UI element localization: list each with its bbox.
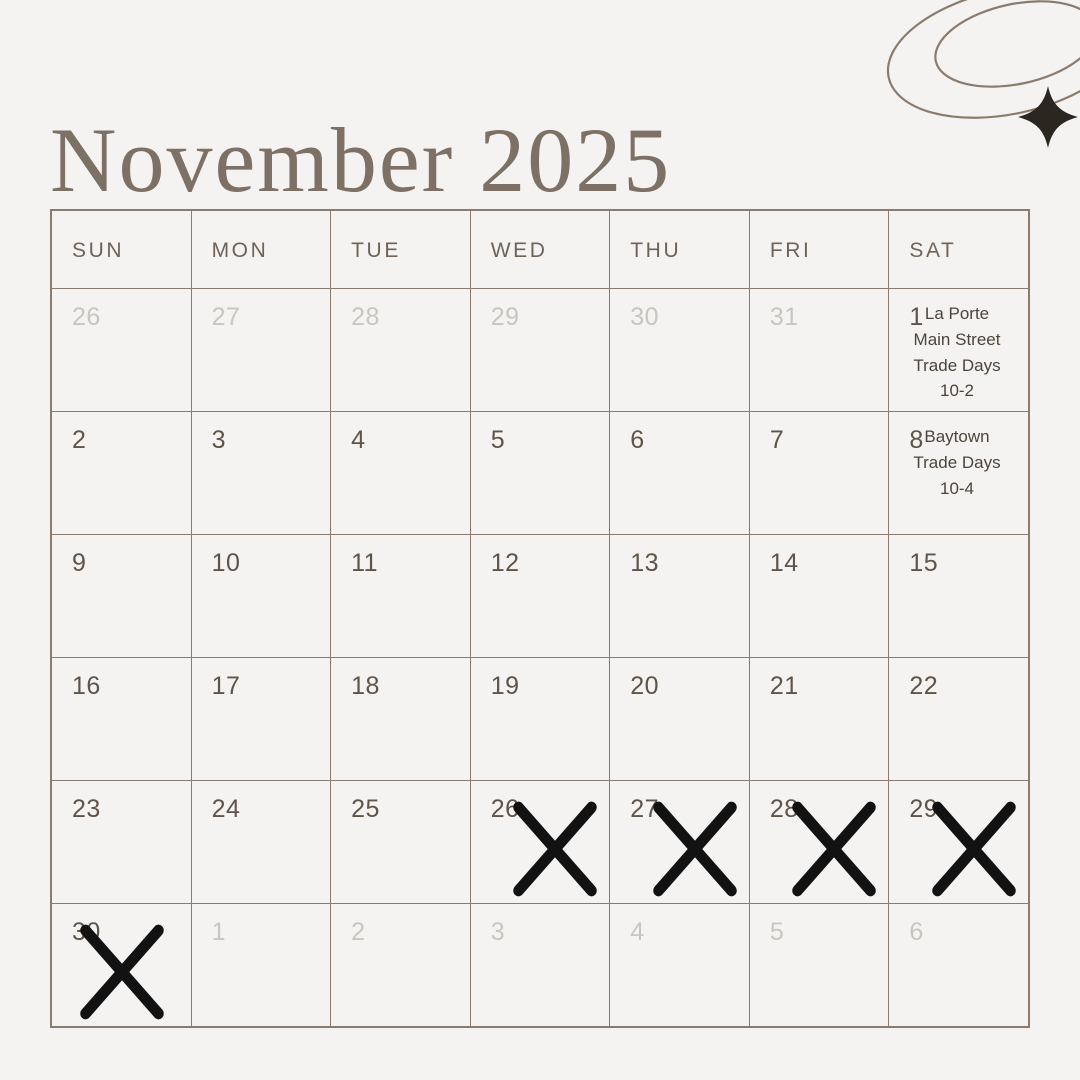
event-line: Baytown [924, 427, 990, 446]
day-number: 1 [211, 918, 226, 946]
day-number: 30 [630, 303, 660, 331]
decorative-swirl-ornament [780, 0, 1080, 190]
calendar-day-cell[interactable] [889, 658, 1029, 781]
event-line: 10-4 [939, 478, 975, 498]
calendar-day-cell[interactable] [610, 658, 750, 781]
calendar-day-cell[interactable] [889, 781, 1029, 904]
calendar-day-cell[interactable] [470, 412, 610, 535]
day-number: 29 [490, 303, 520, 331]
day-number: 12 [490, 549, 520, 577]
calendar-weekday-header-row [52, 211, 1029, 289]
day-number: 22 [909, 672, 939, 700]
day-number: 26 [72, 303, 101, 331]
day-number: 28 [351, 303, 380, 331]
calendar-day-cell[interactable] [191, 658, 331, 781]
day-number: 16 [72, 672, 101, 700]
calendar-day-cell[interactable] [52, 781, 192, 904]
calendar-day-cell[interactable] [889, 289, 1029, 412]
calendar-day-cell[interactable] [610, 904, 750, 1027]
day-event-note [898, 424, 1016, 501]
x-mark-icon [926, 797, 1022, 901]
day-number: 10 [211, 549, 241, 577]
calendar-day-cell[interactable] [191, 535, 331, 658]
day-number: 3 [211, 426, 226, 454]
day-number: 25 [351, 795, 380, 823]
calendar-day-cell[interactable] [749, 412, 889, 535]
calendar-day-cell[interactable] [191, 781, 331, 904]
calendar-day-cell[interactable] [889, 904, 1029, 1027]
day-number: 14 [769, 549, 799, 577]
day-number: 13 [630, 549, 660, 577]
day-number: 21 [769, 672, 799, 700]
day-number: 23 [72, 795, 101, 823]
day-number: 18 [351, 672, 380, 700]
event-line: La Porte [924, 304, 990, 323]
calendar-day-cell[interactable] [889, 412, 1029, 535]
weekday-header-thu: THU [610, 211, 750, 289]
event-line: Trade Days [913, 452, 1001, 472]
calendar-day-cell[interactable] [470, 535, 610, 658]
calendar-day-cell[interactable] [331, 658, 471, 781]
day-number: 5 [490, 426, 506, 454]
day-number: 8 [909, 426, 924, 454]
day-number: 11 [351, 549, 379, 577]
day-number: 29 [909, 795, 939, 823]
calendar-day-cell[interactable] [331, 289, 471, 412]
calendar-week-row [52, 289, 1029, 412]
calendar-day-cell[interactable] [749, 289, 889, 412]
day-number: 4 [351, 426, 366, 454]
calendar-week-row [52, 535, 1029, 658]
day-number: 31 [769, 303, 799, 331]
day-number: 27 [211, 303, 241, 331]
calendar-day-cell[interactable] [331, 781, 471, 904]
calendar-day-cell[interactable] [889, 535, 1029, 658]
event-line: Trade Days [913, 355, 1001, 375]
calendar-day-cell[interactable] [749, 904, 889, 1027]
weekday-header-sat: SAT [889, 211, 1029, 289]
day-number: 1 [909, 303, 924, 331]
day-number: 6 [630, 426, 645, 454]
calendar-day-cell[interactable] [52, 904, 192, 1027]
x-mark-icon [786, 797, 882, 901]
day-number: 19 [490, 672, 520, 700]
day-number: 9 [72, 549, 87, 577]
calendar-day-cell[interactable] [331, 412, 471, 535]
day-event-note [898, 301, 1016, 404]
calendar-week-row [52, 412, 1029, 535]
calendar-day-cell[interactable] [52, 412, 192, 535]
day-number: 24 [211, 795, 241, 823]
calendar-day-cell[interactable] [191, 412, 331, 535]
calendar-day-cell[interactable] [470, 781, 610, 904]
calendar-day-cell[interactable] [749, 781, 889, 904]
day-number: 2 [351, 918, 366, 946]
calendar-day-cell[interactable] [610, 412, 750, 535]
calendar-day-cell[interactable] [191, 289, 331, 412]
day-number: 26 [490, 795, 520, 823]
calendar-day-cell[interactable] [52, 535, 192, 658]
x-mark-icon [74, 920, 170, 1024]
calendar-day-cell[interactable] [749, 658, 889, 781]
calendar-day-cell[interactable] [610, 289, 750, 412]
day-number: 7 [769, 426, 785, 454]
calendar-table [51, 210, 1029, 1027]
calendar-week-row [52, 781, 1029, 904]
day-number: 28 [769, 795, 799, 823]
calendar-week-row [52, 904, 1029, 1027]
calendar-week-row [52, 658, 1029, 781]
day-number: 20 [630, 672, 660, 700]
calendar-day-cell[interactable] [749, 535, 889, 658]
day-number: 27 [630, 795, 660, 823]
day-number: 17 [211, 672, 241, 700]
day-number: 2 [72, 426, 87, 454]
calendar-day-cell[interactable] [191, 904, 331, 1027]
weekday-header-fri: FRI [749, 211, 889, 289]
calendar-grid [50, 209, 1030, 1028]
weekday-header-sun: SUN [52, 211, 192, 289]
calendar-day-cell[interactable] [610, 535, 750, 658]
x-mark-icon [647, 797, 743, 901]
day-number: 6 [909, 918, 924, 946]
x-mark-icon [507, 797, 603, 901]
calendar-day-cell[interactable] [470, 289, 610, 412]
event-line: 10-2 [939, 381, 975, 401]
day-number: 15 [909, 549, 939, 577]
calendar-day-cell[interactable] [470, 904, 610, 1027]
calendar-body [52, 289, 1029, 1027]
day-number: 4 [630, 918, 645, 946]
calendar-day-cell[interactable] [470, 658, 610, 781]
calendar-day-cell[interactable] [52, 289, 192, 412]
event-line: Main Street [913, 329, 1001, 349]
weekday-header-wed: WED [470, 211, 610, 289]
calendar-day-cell[interactable] [52, 658, 192, 781]
day-number: 5 [769, 918, 785, 946]
page-title: November 2025 [50, 108, 672, 211]
calendar-day-cell[interactable] [610, 781, 750, 904]
day-number: 3 [490, 918, 506, 946]
day-number: 30 [72, 918, 101, 946]
weekday-header-mon: MON [191, 211, 331, 289]
weekday-header-tue: TUE [331, 211, 471, 289]
calendar-day-cell[interactable] [331, 535, 471, 658]
calendar-day-cell[interactable] [331, 904, 471, 1027]
